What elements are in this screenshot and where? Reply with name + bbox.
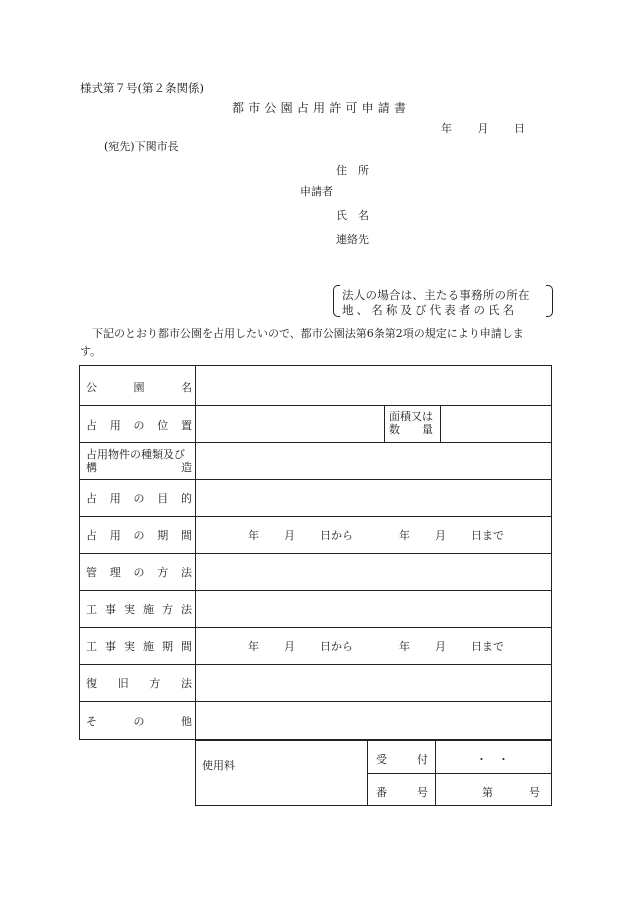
term-label: 占 用 の 期 間 [86, 529, 192, 542]
left-bracket [333, 285, 340, 317]
kind-structure-label: 占用物件の種類及び 構 造 [86, 448, 192, 474]
area-label: 面積又は 数 量 [389, 410, 433, 436]
restoration-label: 復 旧 方 法 [86, 677, 192, 690]
number-value: 第 号 [482, 786, 540, 799]
corporation-note [333, 285, 553, 317]
date-day: 日 [514, 122, 525, 135]
contact-label: 連絡先 [336, 233, 369, 246]
location-label: 占 用 の 位 置 [86, 419, 192, 432]
receipt-label: 受 付 [376, 753, 428, 766]
body-text-line1: 下記のとおり都市公園を占用したいので、都市公園法第6条第2項の規定により申請しま [92, 327, 524, 340]
other-label: そ の 他 [86, 715, 192, 728]
construction-period: 年 月 日から 年 月 日まで [248, 640, 504, 653]
date-line [441, 120, 525, 136]
construction-term-label: 工 事 実 施 期 間 [86, 640, 192, 653]
date-month: 月 [477, 122, 489, 135]
fee-label: 使用料 [202, 759, 235, 772]
addressee: (宛先)下関市長 [104, 140, 179, 153]
corporation-note-line2: 地、名称及び代表者の氏名 [342, 303, 518, 317]
park-name-label: 公 園 名 [86, 381, 192, 394]
address-label: 住 所 [336, 164, 369, 177]
purpose-label: 占 用 の 目 的 [86, 492, 192, 505]
body-text-line2: す。 [80, 345, 102, 358]
term-period: 年 月 日から 年 月 日まで [248, 529, 504, 542]
management-label: 管 理 の 方 法 [86, 566, 192, 579]
number-label: 番 号 [376, 786, 428, 799]
form-style-number: 様式第７号(第２条関係) [80, 81, 204, 95]
form-title: 都市公園占用許可申請書 [232, 101, 411, 115]
construction-method-label: 工 事 実 施 方 法 [86, 603, 192, 616]
receipt-value: ・ ・ [476, 753, 509, 766]
date-year: 年 [441, 122, 452, 135]
right-bracket [546, 285, 553, 317]
corporation-note-line1: 法人の場合は、主たる事務所の所在 [342, 288, 530, 302]
name-label: 氏 名 [336, 209, 369, 222]
applicant-label: 申請者 [300, 185, 333, 198]
